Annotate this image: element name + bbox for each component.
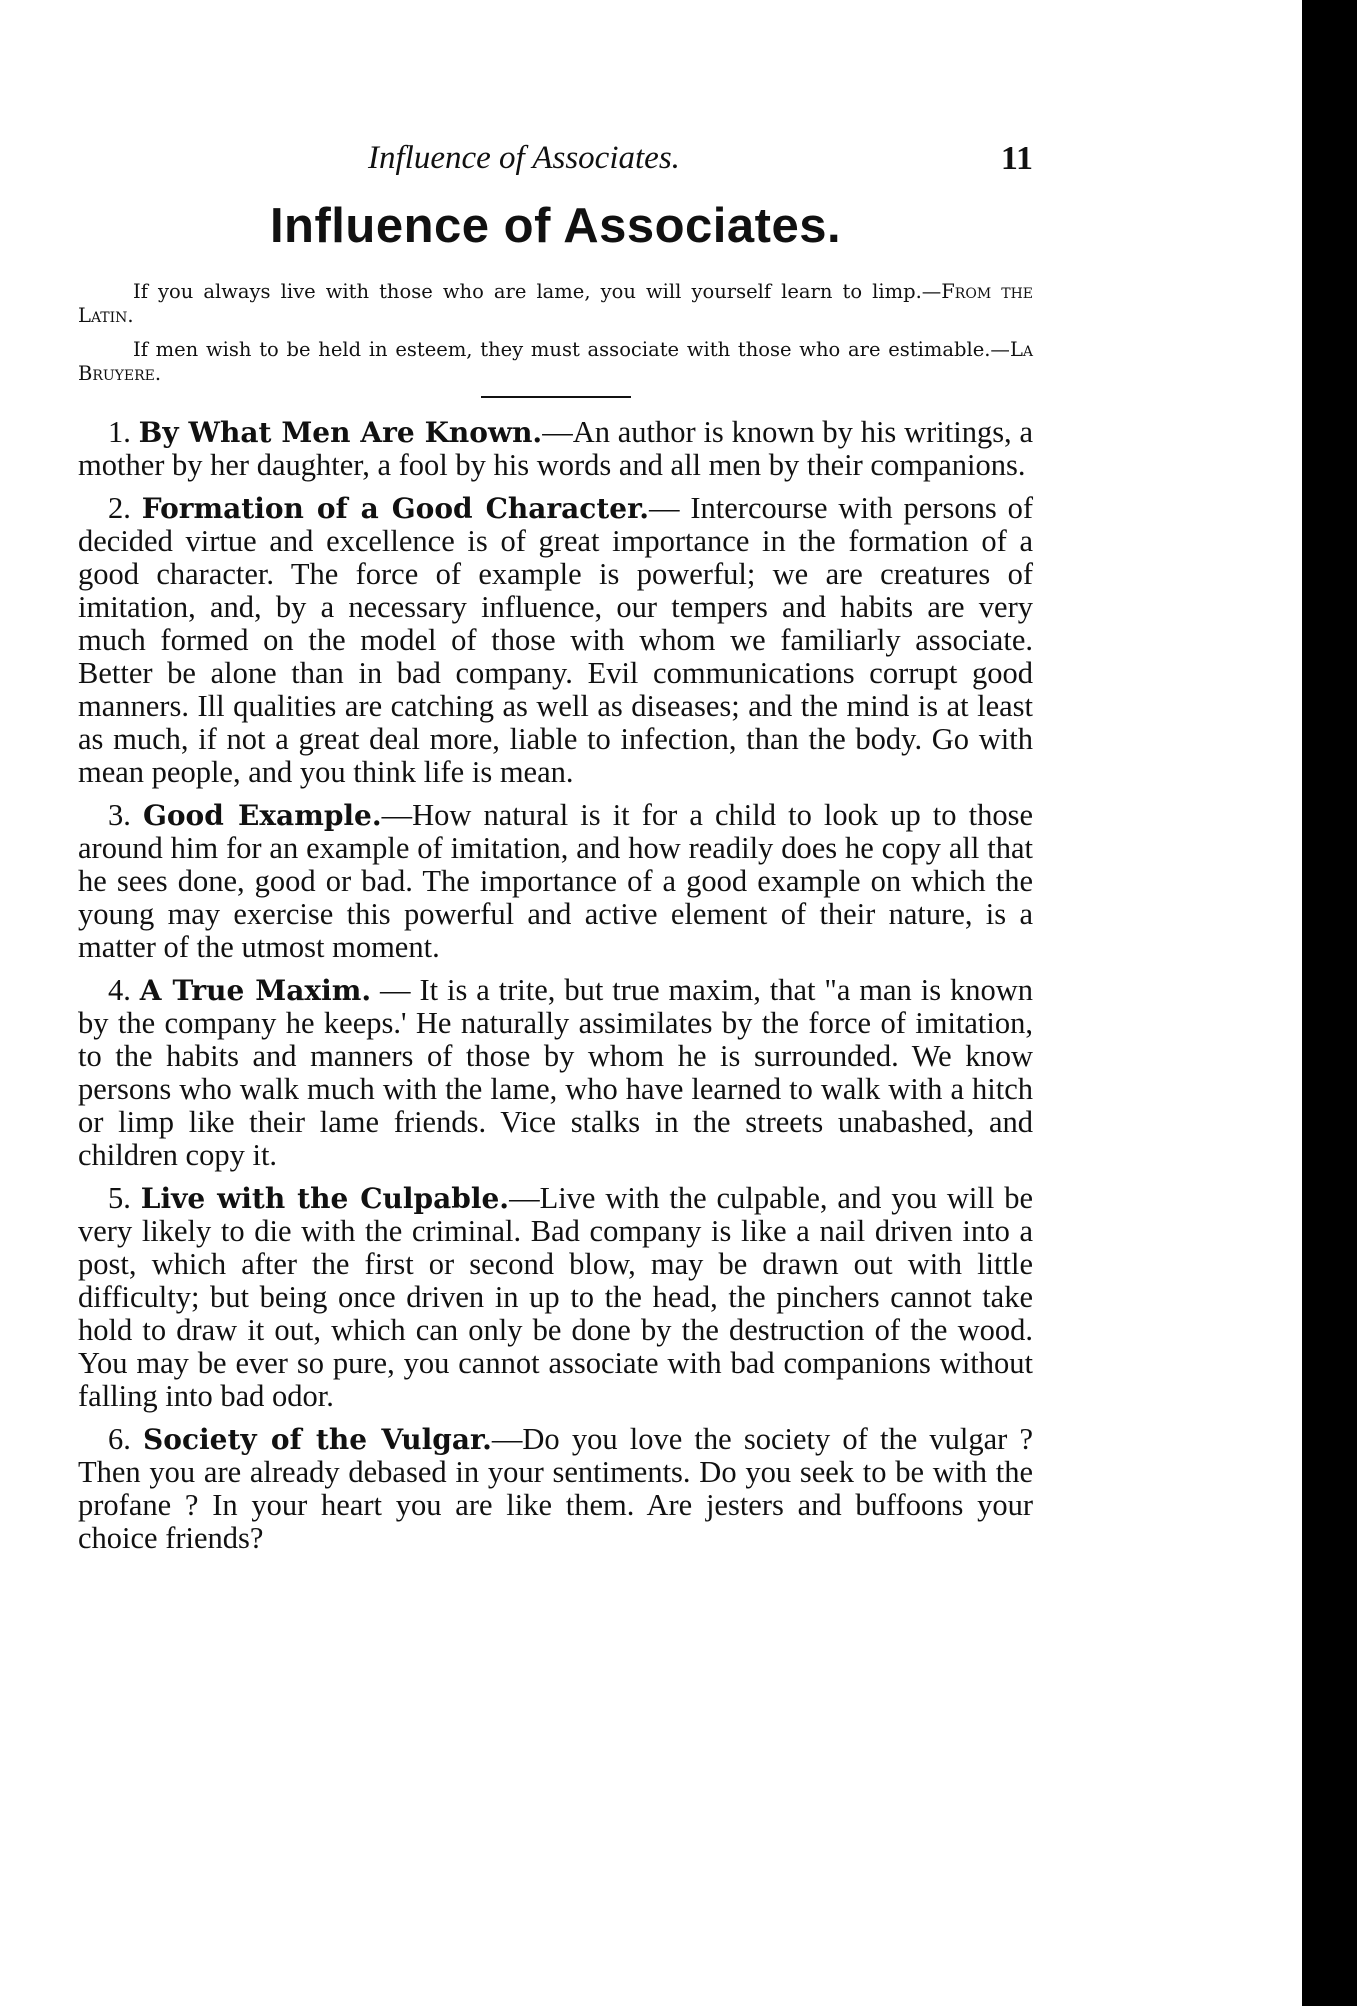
section-heading: Live with the Culpable.	[140, 1182, 510, 1215]
epigraph-source: La Bruyere.	[78, 338, 1033, 385]
epigraph-source: From the Latin.	[78, 280, 1033, 327]
section-heading: A True Maxim.	[139, 974, 372, 1007]
scan-edge-shadow	[1302, 0, 1357, 2006]
section-number: 1.	[108, 415, 131, 449]
epigraph-text: If men wish to be held in esteem, they must associate with those who are estimable.—	[133, 338, 1010, 361]
epigraph-2	[78, 338, 1033, 386]
page-number: 11	[1000, 140, 1033, 177]
section-2	[78, 492, 1033, 789]
epigraph-text: If you always live with those who are lame, you will yourself learn to limp.—	[133, 280, 942, 303]
section-body: —An author is known by his writings, a mother by her daughter, a fool by his words and all men by their companions.	[78, 415, 1034, 482]
epigraph-1	[78, 280, 1033, 328]
section-4	[78, 974, 1033, 1172]
chapter-title: Influence of Associates.	[269, 199, 842, 253]
section-divider	[481, 396, 631, 398]
section-body: — It is a trite, but true maxim, that "a man is known by the company he keeps.' He naturally assimilates by the force of imitation, to the habits and manners of those by whom he is surrounded. We know persons who walk much with the lame, who have learned to walk with a hitch or limp like their lame friends. Vice stalks in the streets unabashed, and children copy it.	[78, 973, 1033, 1172]
section-body: —Live with the culpable, and you will be very likely to die with the criminal. Bad company is like a nail driven into a post, which after the first or second blow, may be drawn out with little difficulty; but being once driven in up to the head, the pinchers cannot take hold to draw it out, which can only be done by the destruction of the wood. You may be ever so pure, you cannot associate with bad companions without falling into bad odor.	[78, 1181, 1033, 1413]
running-head-title: Influence of Associates.	[368, 140, 680, 176]
section-number: 2.	[108, 491, 131, 525]
section-number: 5.	[108, 1181, 131, 1215]
section-heading: Society of the Vulgar.	[143, 1423, 492, 1456]
section-heading: By What Men Are Known.	[138, 416, 543, 449]
section-heading: Good Example.	[142, 799, 382, 832]
section-body: — Intercourse with persons of decided virtue and excellence is of great importance in the formation of a good character. The force of example is powerful; we are creatures of imitation, and, by a necessary influence, our tempers and habits are very much formed on the model of those with whom we familiarly associate. Better be alone than in bad company. Evil communications corrupt good manners. Ill qualities are catching as well as diseases; and the mind is at least as much, if not a great deal more, liable to infection, than the body. Go with mean people, and you think life is mean.	[78, 491, 1033, 789]
section-number: 3.	[108, 798, 131, 832]
section-body: —Do you love the society of the vulgar ? Then you are already debased in your sentiments. Do you seek to be with the profane ? In your heart you are like them. Are jesters and buffoons your choice friends?	[78, 1422, 1034, 1555]
section-3	[78, 799, 1033, 964]
text-column	[78, 140, 1033, 1565]
section-heading: Formation of a Good Character.	[141, 492, 649, 525]
section-6	[78, 1423, 1033, 1555]
section-body: —How natural is it for a child to look up to those around him for an example of imitation, and how readily does he copy all that he sees done, good or bad. The importance of a good example on which the young may exercise this powerful and active element of their nature, is a matter of the utmost moment.	[78, 798, 1033, 964]
section-number: 6.	[108, 1422, 131, 1456]
section-number: 4.	[108, 973, 131, 1007]
running-head	[78, 140, 1033, 186]
section-1	[78, 416, 1033, 482]
section-5	[78, 1182, 1033, 1413]
